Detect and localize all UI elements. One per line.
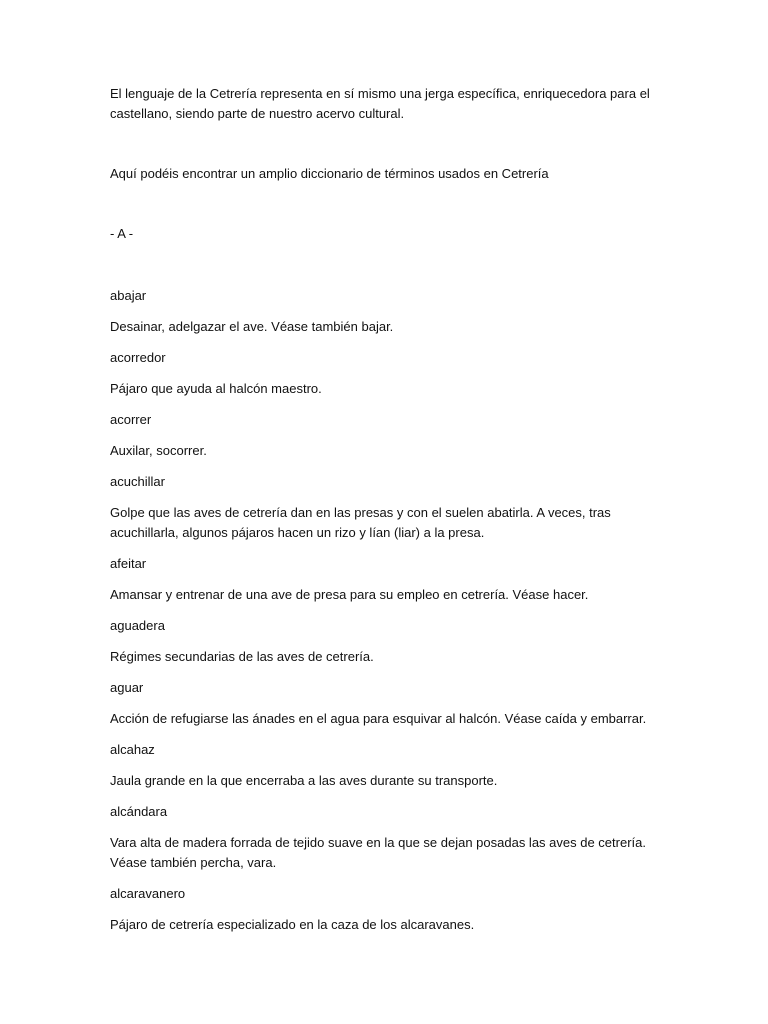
glossary-term: aguar: [110, 680, 144, 695]
glossary-definition: Jaula grande en la que encerraba a las aves durante su transporte.: [110, 773, 498, 788]
glossary-definition: Régimes secundarias de las aves de cetrería.: [110, 649, 374, 664]
glossary-definition: Vara alta de madera forrada de tejido suave en la que se dejan posadas las aves de cetrería. Véase también percha, vara.: [110, 835, 646, 870]
glossary-term: acuchillar: [110, 474, 165, 489]
glossary-list: [110, 286, 670, 935]
document-page: [110, 84, 670, 946]
glossary-term: acorrer: [110, 412, 152, 427]
glossary-definition: Acción de refugiarse las ánades en el agua para esquivar al halcón. Véase caída y embarrar.: [110, 711, 647, 726]
glossary-term: abajar: [110, 288, 147, 303]
glossary-term: afeitar: [110, 556, 147, 571]
glossary-definition: Pájaro que ayuda al halcón maestro.: [110, 381, 322, 396]
glossary-term: alcahaz: [110, 742, 155, 757]
glossary-definition: Golpe que las aves de cetrería dan en las presas y con el suelen abatirla. A veces, tras acuchillarla, algunos pájaros hacen un rizo y lían (liar) a la presa.: [110, 505, 611, 540]
glossary-definition: Desainar, adelgazar el ave. Véase también bajar.: [110, 319, 394, 334]
glossary-definition: Auxilar, socorrer.: [110, 443, 207, 458]
glossary-term: alcaravanero: [110, 886, 186, 901]
glossary-term: aguadera: [110, 618, 165, 633]
glossary-definition: Amansar y entrenar de una ave de presa para su empleo en cetrería. Véase hacer.: [110, 587, 589, 602]
intro-paragraph: El lenguaje de la Cetrería representa en sí mismo una jerga específica, enriquecedora para el castellano, siendo parte de nuestro acervo cultural.: [110, 86, 650, 121]
glossary-term: acorredor: [110, 350, 166, 365]
lead-paragraph: Aquí podéis encontrar un amplio diccionario de términos usados en Cetrería: [110, 166, 549, 181]
glossary-term: alcándara: [110, 804, 168, 819]
section-heading-a: - A -: [110, 226, 134, 241]
glossary-definition: Pájaro de cetrería especializado en la caza de los alcaravanes.: [110, 917, 475, 932]
